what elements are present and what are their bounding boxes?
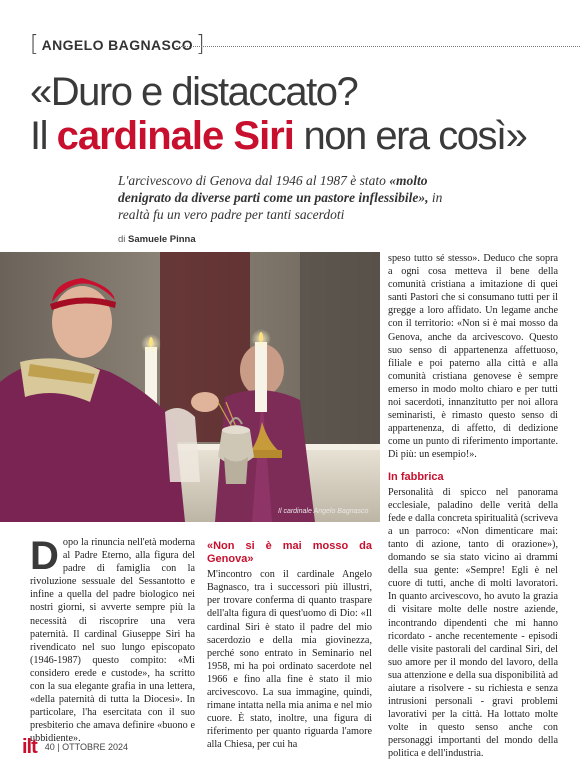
headline-line-2 <box>30 114 570 158</box>
article-column-2 <box>207 540 372 752</box>
drop-cap: D <box>30 534 59 578</box>
header-dotted-rule <box>176 46 580 47</box>
column-3-text-a: speso tutto sé stesso». Deduco che sopra a ogni cosa metteva il bene della comunità cristiana a imitazione di quei santi Pastori che si consumano tutti per il gregge a loro affidato. Un legame anche con il territorio: «Non si è mai mosso da Genova, anche da arcivescovo. Questo suo senso di appartenenza affettuoso, filiale e poi paterno alla città e alla comunità cristiana genovese è sempre emerso in modo molto chiaro e per tutti noi sacerdoti, innanzitutto per noi allora seminaristi, è rimasto questo senso di appartenenza, di affetto, di dedizione come un punto di riferimento importante. Di più: un esempio!». <box>388 253 558 461</box>
column-1-text: opo la rinuncia nell'età moderna al Padre Eterno, alla figura del padre di famiglia con la rivoluzione sessuale del Sessantotto e infine a quella del padre biologico nei nostri giorni, si avverte sempre più la necessità di riscoprire una vera paternità. Il cardinal Giuseppe Siri ha rivendicato nel suo lungo episcopato (1946-1987) questo compito: «Mi considero erede e custode», ha scritto con la sua elegante grafia in una lettera, «della paternità di tutta la Diocesi». In particolare, l'ha esercitata con il suo presbiterio che amava definire «buono e ubbidiente». <box>30 537 195 745</box>
article-column-1 <box>30 536 195 746</box>
subheading-part-1: L'arcivescovo di Genova dal 1946 al 1987 è stato <box>118 173 386 188</box>
column-2-text: M'incontro con il cardinale Angelo Bagnasco, tra i successori più illustri, per trovare conferma di quanto traspare dell'alta figura di quest'uomo di Dio: «Il cardinal Siri è stato il padre del mio sacerdozio e della mia giovinezza, perché sono entrato in Seminario nel 1958, mi ha poi ordinato sacerdote nel 1966 e fino alla fine è stato il mio arcivescovo. La sua immagine, quindi, rimane intatta nella mia anima e nel mio cuore. È stato, inoltre, una figura di riferimento per quanto riguarda l'amore alla Chiesa, per cui ha <box>207 569 372 751</box>
headline-line-1: «Duro e distaccato? <box>30 70 358 114</box>
author-header <box>30 34 205 56</box>
bracket-right: ] <box>196 32 205 57</box>
headline-line-2-end: non era così» <box>293 114 527 158</box>
headline-line-2-start: Il <box>30 114 57 158</box>
author-name: ANGELO BAGNASCO <box>41 37 194 53</box>
magazine-logo: ilt <box>22 736 37 758</box>
page-footer <box>22 737 128 757</box>
cardinal-photo <box>0 252 380 522</box>
subheading-quote: «molto denigrato da diverse parti come un pastore inflessibile», <box>118 173 429 205</box>
page-number-date: 40 | OTTOBRE 2024 <box>44 742 128 752</box>
bracket-left: [ <box>30 32 39 57</box>
byline <box>118 234 196 245</box>
section-subtitle-fabbrica: In fabbrica <box>388 470 444 483</box>
subheading-part-3: in realtà fu un vero padre per tanti sacerdoti <box>118 190 443 222</box>
cardinal-photo-illustration <box>0 252 380 522</box>
headline <box>30 70 570 158</box>
section-subtitle-genova: «Non si è mai mosso da Genova» <box>207 540 372 566</box>
headline-highlight: cardinale Siri <box>56 114 294 158</box>
subheading <box>118 172 448 223</box>
byline-name: Samuele Pinna <box>128 234 196 245</box>
article-column-3 <box>388 252 558 761</box>
byline-prefix: di <box>118 234 126 245</box>
column-3-text-b: Personalità di spicco nel panorama ecclesiale, paladino delle verità della fede e dalla concreta spiritualità (scriveva a un parroco: «Non dimenticare mai: tanto di azione, tanto di orazione»), domando se sia stato vicino ai drammi della sua gente: «Sempre! Egli è nel cuore di tutti, anche di molti lavoratori. In quanto arcivescovo, ho avuto la grazia di visitare molte delle nostre aziende, incontrando dipendenti che mi hanno ricordato - anche recentemente - episodi delle visite pastorali del cardinal Siri, del suo amore per il mondo del lavoro, della sua attenzione e della sua disponibilità ad aiutare a risolvere - su richiesta e senza intrusioni personali - gravi problemi lavorativi per la città. Ha lottato molte volte in questo senso anche con personaggi importanti del mondo della politica e dell'industria. <box>388 486 558 760</box>
photo-caption: Il cardinale Angelo Bagnasco <box>278 508 369 515</box>
